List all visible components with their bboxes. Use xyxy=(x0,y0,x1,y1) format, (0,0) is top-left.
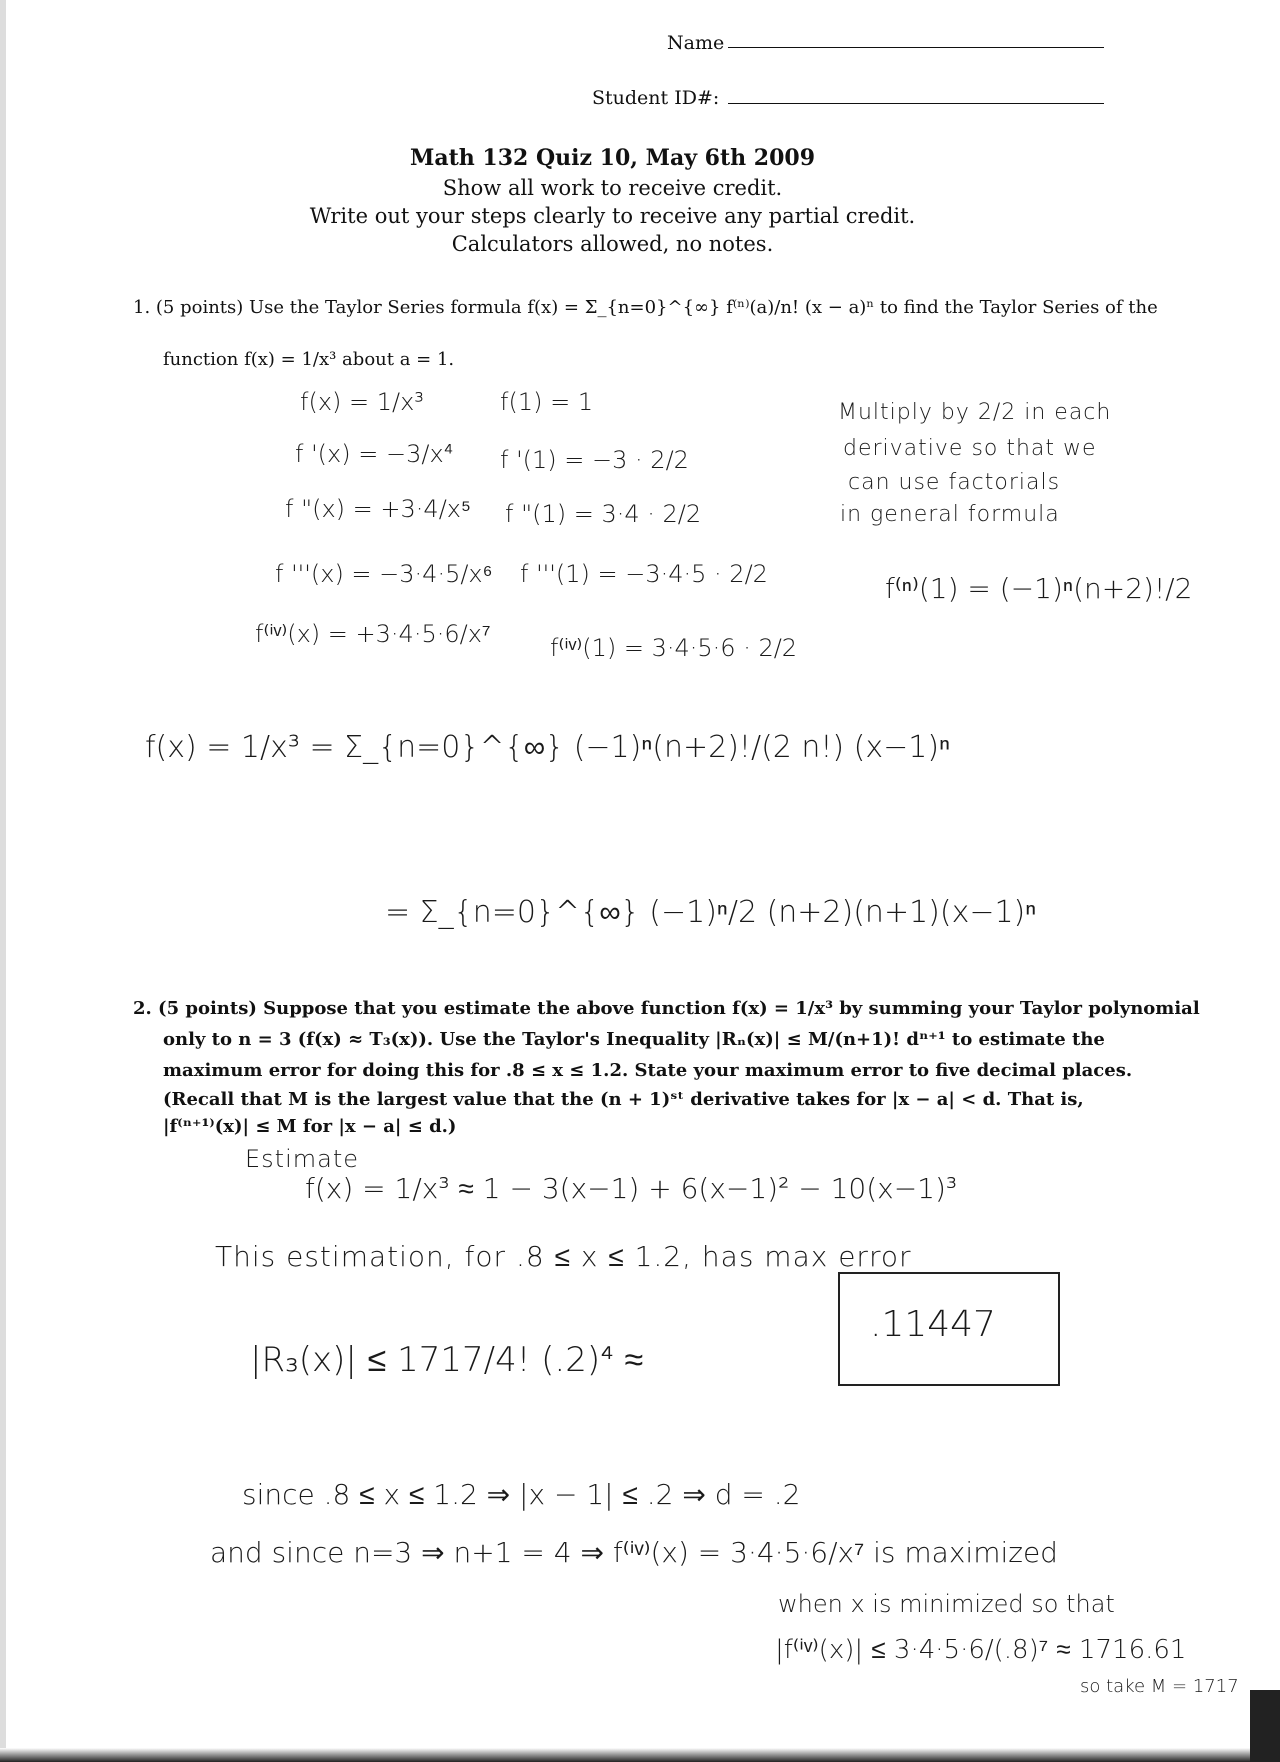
q1-note-line3: can use factorials xyxy=(848,470,1061,495)
q2-prompt-line1: 2. (5 points) Suppose that you estimate the above function f(x) = 1/x³ by summing your Taylor polynomial xyxy=(133,998,1200,1019)
q2-answer-value: .11447 xyxy=(870,1304,996,1345)
q2-estimate-equation: f(x) = 1/x³ ≈ 1 − 3(x−1) + 6(x−1)² − 10(x−1)³ xyxy=(305,1172,958,1205)
q1-derivative-2: f "(x) = +3·4/x⁵ xyxy=(285,495,471,523)
name-label: Name xyxy=(667,32,725,54)
q1-general-formula: f⁽ⁿ⁾(1) = (−1)ⁿ(n+2)!/2 xyxy=(885,572,1193,605)
q2-since-n: and since n=3 ⇒ n+1 = 4 ⇒ f⁽ⁱᵛ⁾(x) = 3·4·5·6/x⁷ is maximized xyxy=(210,1536,1058,1569)
q2-take-m: so take M = 1717 xyxy=(1080,1676,1239,1697)
q2-prompt-line5: |f⁽ⁿ⁺¹⁾(x)| ≤ M for |x − a| ≤ d.) xyxy=(163,1116,457,1137)
q2-when-minimized: when x is minimized so that xyxy=(778,1590,1115,1618)
scan-corner-shadow xyxy=(1250,1690,1280,1762)
quiz-title: Math 132 Quiz 10, May 6th 2009 xyxy=(409,145,815,171)
q2-remainder-bound: |R₃(x)| ≤ 1717/4! (.2)⁴ ≈ xyxy=(250,1340,644,1380)
q1-note-line2: derivative so that we xyxy=(843,436,1097,461)
q1-series-step1: f(x) = 1/x³ = Σ_{n=0}^{∞} (−1)ⁿ(n+2)!/(2 n!) (x−1)ⁿ xyxy=(145,730,951,765)
q1-series-step2: = Σ_{n=0}^{∞} (−1)ⁿ/2 (n+2)(n+1)(x−1)ⁿ xyxy=(385,895,1037,930)
q1-derivative-0-value: f(1) = 1 xyxy=(500,388,594,416)
q1-prompt-line2: function f(x) = 1/x³ about a = 1. xyxy=(163,349,455,370)
instruction-2: Write out your steps clearly to receive any partial credit. xyxy=(309,204,916,228)
q2-answer-box xyxy=(838,1272,1060,1386)
q1-derivative-3-value: f '''(1) = −3·4·5 · 2/2 xyxy=(520,560,768,588)
q2-prompt-line4: (Recall that M is the largest value that the (n + 1)ˢᵗ derivative takes for |x − a| < d. That is, xyxy=(163,1089,1084,1110)
q1-derivative-1: f '(x) = −3/x⁴ xyxy=(295,440,454,468)
instruction-3: Calculators allowed, no notes. xyxy=(451,232,774,256)
q1-note-line1: Multiply by 2/2 in each xyxy=(838,400,1112,425)
scan-edge-bottom xyxy=(0,1748,1280,1762)
q1-derivative-2-value: f "(1) = 3·4 · 2/2 xyxy=(505,500,702,528)
q2-derivative-bound: |f⁽ⁱᵛ⁾(x)| ≤ 3·4·5·6/(.8)⁷ ≈ 1716.61 xyxy=(775,1635,1187,1665)
q2-since-d: since .8 ≤ x ≤ 1.2 ⇒ |x − 1| ≤ .2 ⇒ d = .2 xyxy=(242,1478,801,1511)
q1-note-line4: in general formula xyxy=(840,502,1060,527)
q2-estimate-label: Estimate xyxy=(245,1145,360,1173)
q1-derivative-1-value: f '(1) = −3 · 2/2 xyxy=(500,446,689,474)
q2-prompt-line3: maximum error for doing this for .8 ≤ x ≤ 1.2. State your maximum error to five decimal places. xyxy=(163,1060,1133,1081)
q1-derivative-4: f⁽ⁱᵛ⁾(x) = +3·4·5·6/x⁷ xyxy=(255,620,491,648)
instruction-1: Show all work to receive credit. xyxy=(442,176,783,200)
student-id-field-line[interactable] xyxy=(728,103,1104,104)
scan-edge-left xyxy=(0,0,6,1762)
q1-prompt-line1: 1. (5 points) Use the Taylor Series formula f(x) = Σ_{n=0}^{∞} f⁽ⁿ⁾(a)/n! (x − a)ⁿ to find the Taylor Series of the xyxy=(133,297,1158,318)
q1-derivative-4-value: f⁽ⁱᵛ⁾(1) = 3·4·5·6 · 2/2 xyxy=(550,634,798,662)
name-field-line[interactable] xyxy=(728,47,1104,48)
q2-prompt-line2: only to n = 3 (f(x) ≈ T₃(x)). Use the Taylor's Inequality |Rₙ(x)| ≤ M/(n+1)! dⁿ⁺¹ to estimate the xyxy=(163,1029,1105,1050)
q1-derivative-3: f '''(x) = −3·4·5/x⁶ xyxy=(275,560,493,588)
q1-derivative-0: f(x) = 1/x³ xyxy=(300,388,424,416)
student-id-label: Student ID#: xyxy=(592,87,720,109)
q2-estimation-statement: This estimation, for .8 ≤ x ≤ 1.2, has max error xyxy=(215,1240,912,1273)
